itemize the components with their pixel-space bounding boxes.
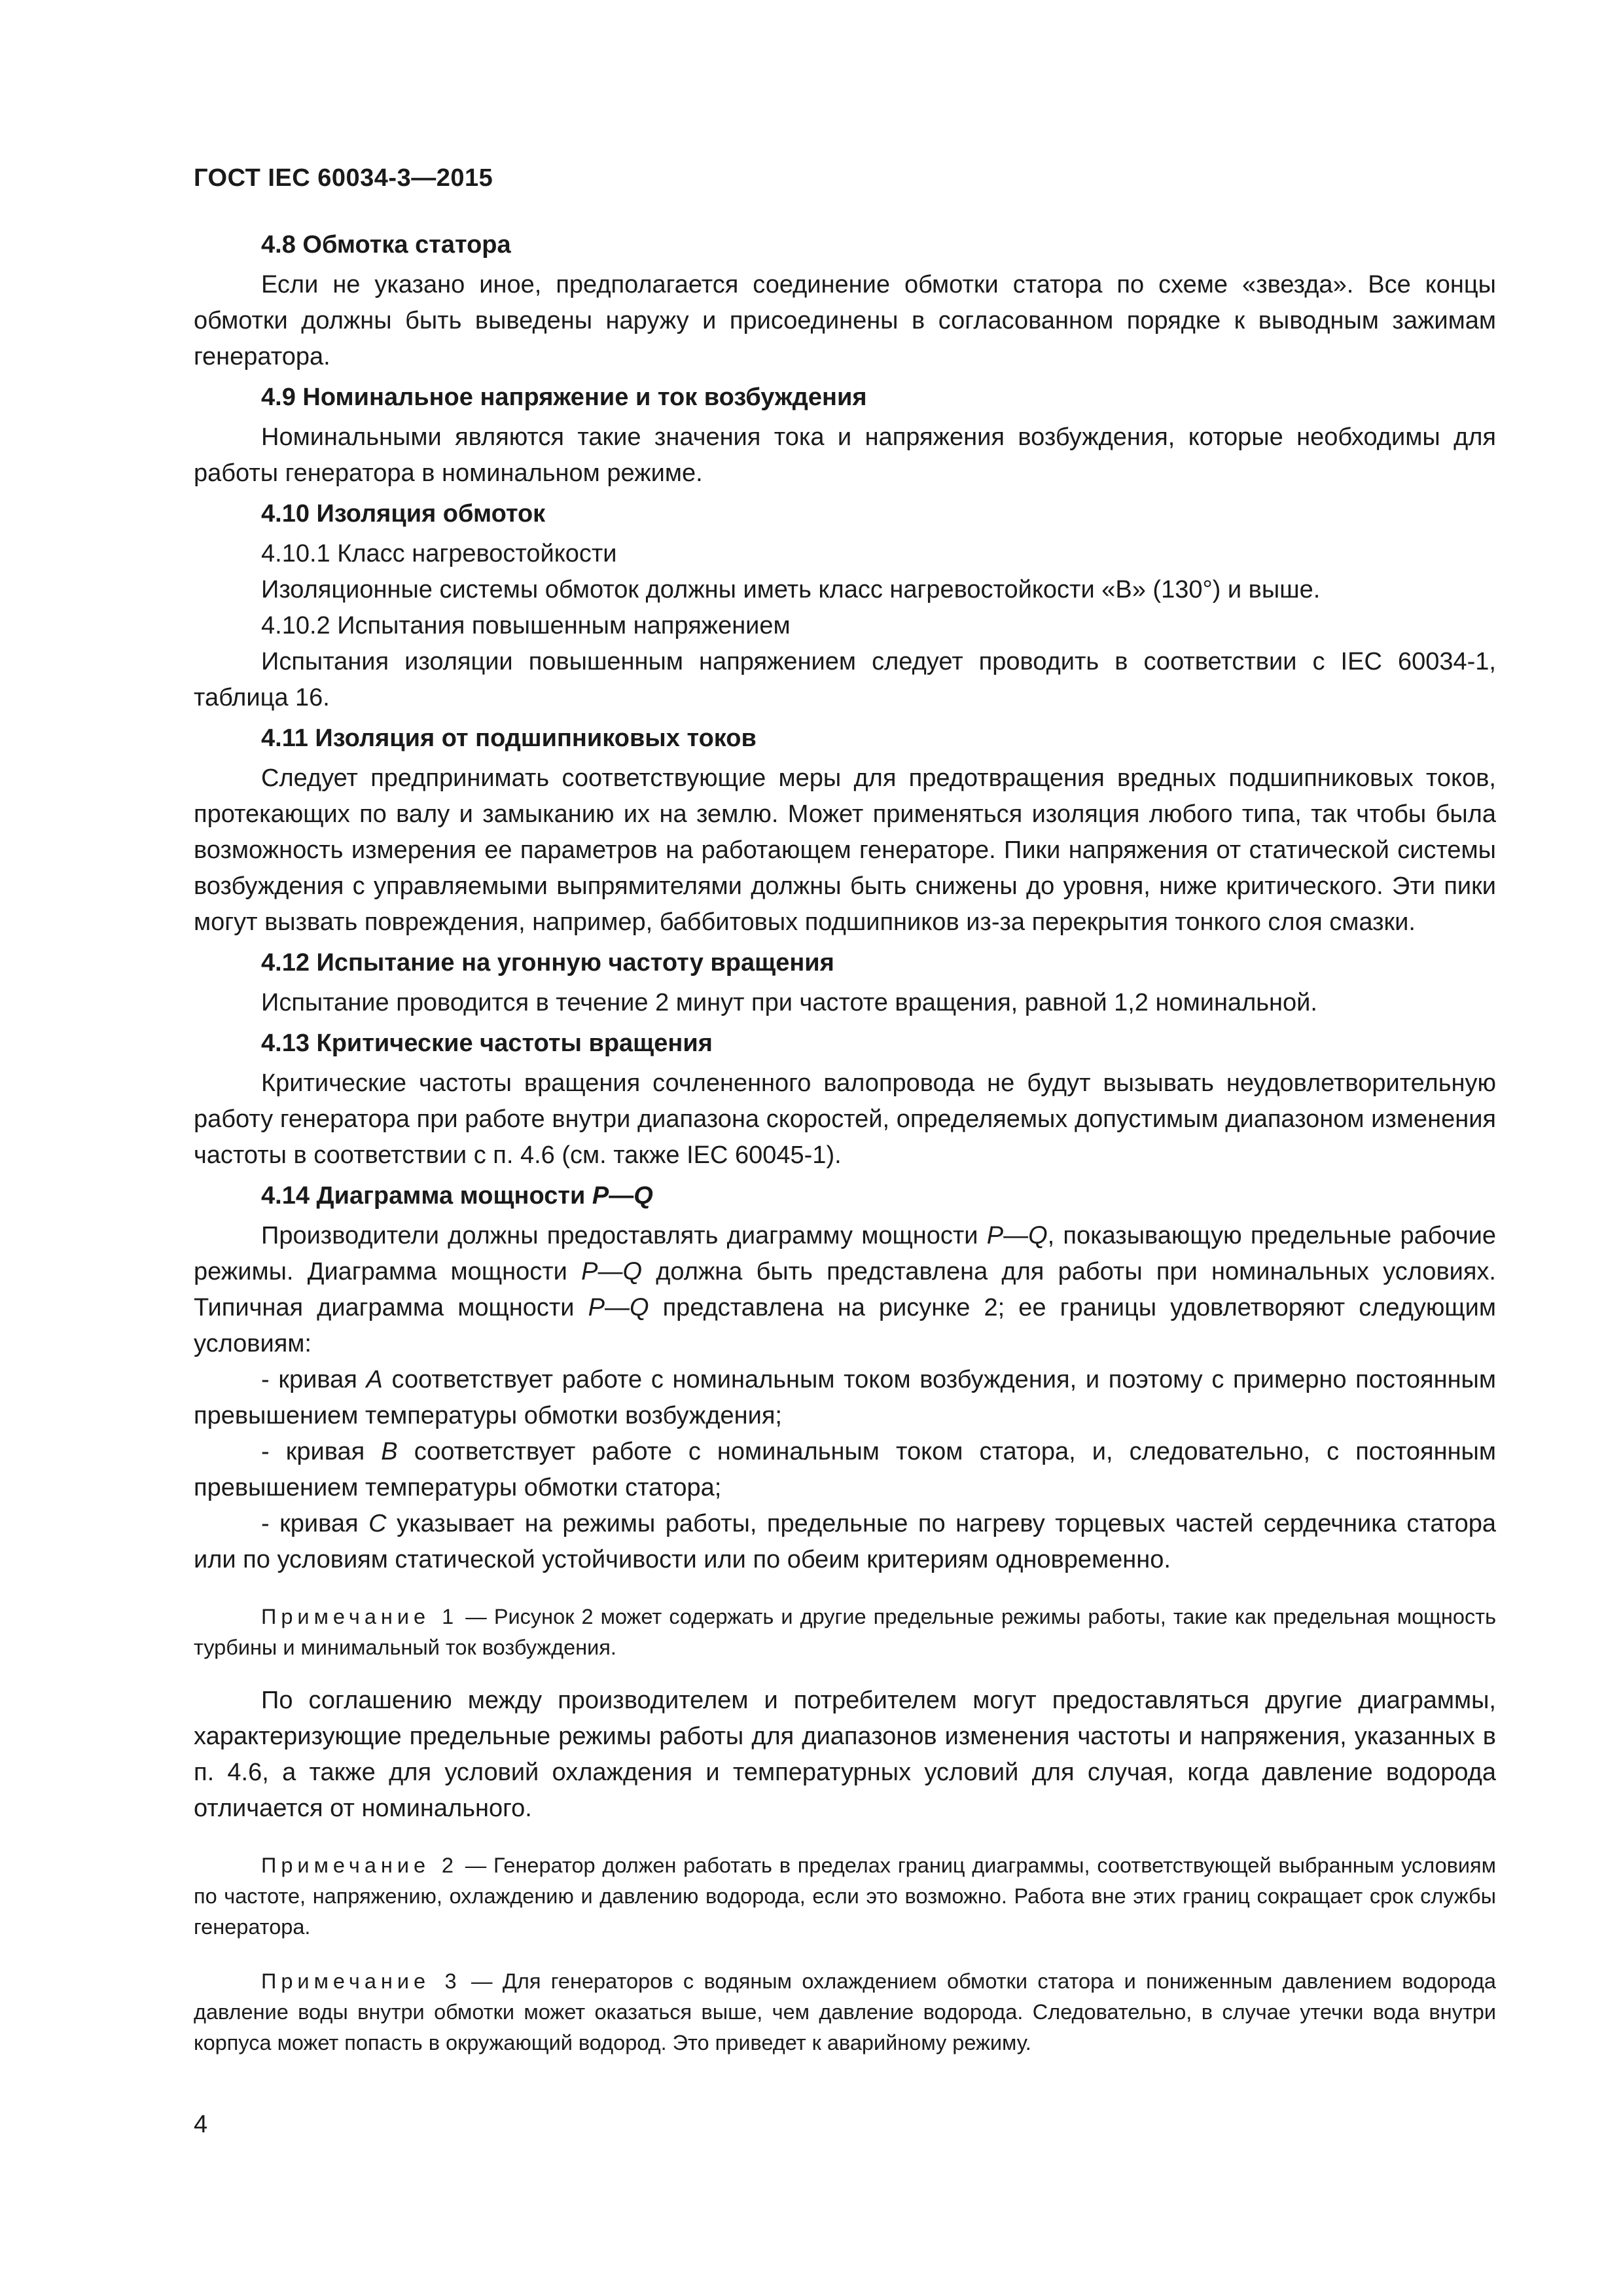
intro-q-3: Q	[629, 1294, 649, 1321]
heading-4-14-p: P	[592, 1182, 609, 1210]
heading-4-14-dash: —	[609, 1182, 634, 1210]
section-heading-4-14	[194, 1177, 1496, 1214]
note-2	[194, 1850, 1496, 1943]
intro-part-d: представлена на рисунке 2; ее границы удовлетворяют следующим условиям:	[194, 1294, 1496, 1357]
note-1	[194, 1602, 1496, 1663]
section-text-4-8: Если не указано иное, предполагается соединение обмотки статора по схеме «звезда». Все концы обмотки должны быть выведены наружу и присоединены в согласованном порядке к выводным зажимам генератора.	[194, 271, 1496, 370]
curve-c-post: указывает на режимы работы, предельные по нагреву торцевых частей сердечника статора или по условиям статической устойчивости или по обеим критериям одновременно.	[194, 1510, 1496, 1573]
curve-b-letter: B	[381, 1438, 398, 1465]
intro-part-b: , показывающую предельные рабочие режимы. Диаграмма мощности	[194, 1222, 1496, 1285]
page-number: 4	[194, 2111, 208, 2138]
heading-4-14-prefix: 4.14 Диаграмма мощности	[261, 1182, 592, 1210]
note-1-label: Примечание 1	[261, 1605, 459, 1628]
section-heading-4-11: 4.11 Изоляция от подшипниковых токов	[261, 725, 757, 752]
intro-p-2: P	[581, 1258, 598, 1285]
intro-q-1: Q	[1028, 1222, 1048, 1249]
section-heading-4-9: 4.9 Номинальное напряжение и ток возбуждения	[261, 384, 867, 411]
subsection-text-4-10-2: Испытания изоляции повышенным напряжением следует проводить в соответствии с IEC 60034-1, таблица 16.	[194, 648, 1496, 711]
note-3-label: Примечание 3	[261, 1969, 461, 1993]
intro-dash-2: —	[597, 1258, 623, 1285]
agreement-paragraph: По соглашению между производителем и потребителем могут предоставляться другие диаграммы, характеризующие предельные режимы работы для диапазонов изменения частоты и напряжения, указанных в п. 4.6, а также для условий охлаждения и температурных условий для случая, когда давление водорода отличается от номинального.	[194, 1687, 1496, 1822]
curve-b-item	[194, 1434, 1496, 1506]
curve-a-pre: - кривая	[261, 1366, 366, 1393]
intro-dash-3: —	[604, 1294, 630, 1321]
note-3	[194, 1966, 1496, 2058]
subsection-title-4-10-2: 4.10.2 Испытания повышенным напряжением	[261, 612, 791, 639]
section-text-4-13: Критические частоты вращения сочлененного валопровода не будут вызывать неудовлетворительную работу генератора при работе внутри диапазона скоростей, определяемых допустимым диапазоном изменения частоты в соответствии с п. 4.6 (см. также IEC 60045-1).	[194, 1069, 1496, 1169]
curve-c-pre: - кривая	[261, 1510, 369, 1537]
section-text-4-9: Номинальными являются такие значения тока и напряжения возбуждения, которые необходимы для работы генератора в номинальном режиме.	[194, 423, 1496, 487]
section-heading-4-13: 4.13 Критические частоты вращения	[261, 1030, 713, 1057]
curve-a-letter: A	[366, 1366, 383, 1393]
subsection-text-4-10-1: Изоляционные системы обмоток должны иметь класс нагревостойкости «В» (130°) и выше.	[261, 576, 1321, 603]
intro-p-3: P	[588, 1294, 605, 1321]
curve-c-letter: C	[368, 1510, 387, 1537]
note-2-text: — Генератор должен работать в пределах границ диаграммы, соответствующей выбранным условиям по частоте, напряжению, охлаждению и давлению водорода, если это возможно. Работа вне этих границ сокращает срок службы генератора.	[194, 1854, 1497, 1939]
section-text-4-14-intro	[194, 1218, 1496, 1362]
note-2-label: Примечание 2	[261, 1854, 458, 1877]
note-1-text: — Рисунок 2 может содержать и другие предельные режимы работы, такие как предельная мощность турбины и минимальный ток возбуждения.	[194, 1605, 1497, 1659]
curve-c-item	[194, 1506, 1496, 1578]
note-3-text: — Для генераторов с водяным охлаждением обмотки статора и пониженным давлением водорода давление воды внутри обмотки может оказаться выше, чем давление водорода. Следовательно, в случае утечки вода внутри корпуса может попасть в окружающий водород. Это приведет к аварийному режиму.	[194, 1969, 1496, 2054]
intro-part-a: Производители должны предоставлять диаграмму мощности	[261, 1222, 987, 1249]
section-heading-4-10: 4.10 Изоляция обмоток	[261, 500, 546, 528]
section-text-4-11: Следует предпринимать соответствующие меры для предотвращения вредных подшипниковых токов, протекающих по валу и замыканию их на землю. Может применяться изоляция любого типа, так чтобы была возможность измерения ее параметров на работающем генераторе. Пики напряжения от статической системы возбуждения с управляемыми выпрямителями должны быть снижены до уровня, ниже критического. Эти пики могут вызвать повреждения, например, баббитовых подшипников из-за перекрытия тонкого слоя смазки.	[194, 764, 1496, 936]
intro-dash-1: —	[1003, 1222, 1029, 1249]
section-heading-4-8: 4.8 Обмотка статора	[261, 231, 511, 259]
section-text-4-12: Испытание проводится в течение 2 минут при частоте вращения, равной 1,2 номинальной.	[261, 989, 1317, 1016]
intro-part-c: должна быть представлена для работы при номинальных условиях. Типичная диаграмма мощности	[194, 1258, 1496, 1321]
curve-a-post: соответствует работе с номинальным током возбуждения, и поэтому с примерно постоянным превышением температуры обмотки возбуждения;	[194, 1366, 1496, 1429]
intro-p-1: P	[986, 1222, 1004, 1249]
curve-b-post: соответствует работе с номинальным током статора, и, следовательно, с постоянным превышением температуры обмотки статора;	[194, 1438, 1496, 1501]
curve-a-item	[194, 1362, 1496, 1434]
document-body	[194, 226, 1496, 2058]
intro-q-2: Q	[622, 1258, 642, 1285]
heading-4-14-q: Q	[633, 1182, 653, 1210]
subsection-title-4-10-1: 4.10.1 Класс нагревостойкости	[261, 540, 617, 567]
document-header: ГОСТ IEC 60034-3—2015	[194, 164, 493, 192]
curve-b-pre: - кривая	[261, 1438, 382, 1465]
section-heading-4-12: 4.12 Испытание на угонную частоту вращения	[261, 949, 834, 977]
